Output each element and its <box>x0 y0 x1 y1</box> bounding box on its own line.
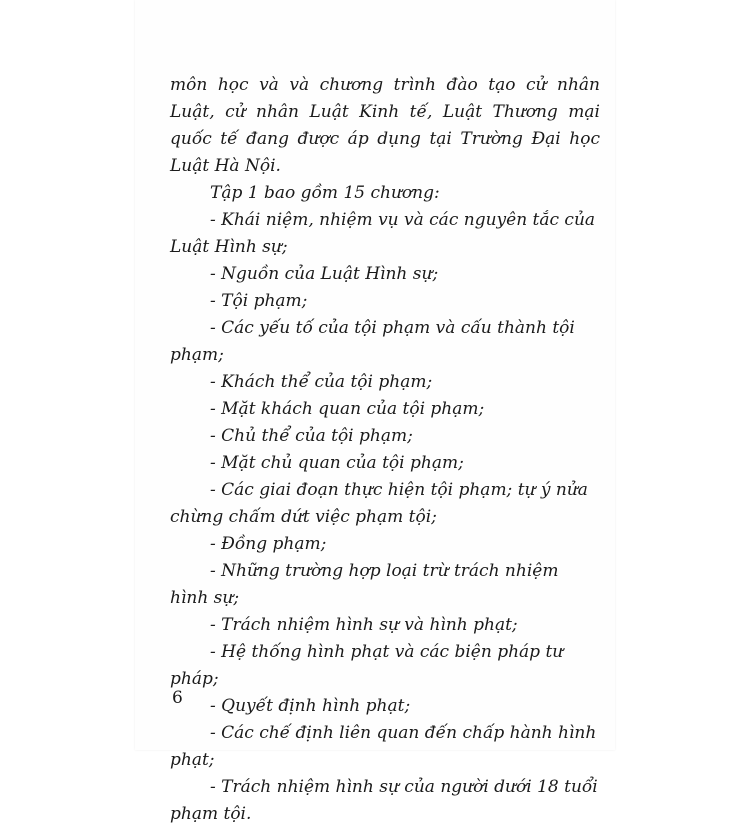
chapter-item: - Khách thể của tội phạm; <box>210 372 433 392</box>
page-number: 6 <box>172 688 183 708</box>
chapter-item: - Chủ thể của tội phạm; <box>210 426 413 446</box>
chapter-item: - Các yếu tố của tội phạm và cấu thành tội phạm; <box>170 318 575 365</box>
chapter-item: - Quyết định hình phạt; <box>210 696 411 716</box>
chapter-list <box>170 207 600 828</box>
chapter-item: - Đồng phạm; <box>210 534 327 554</box>
chapter-item: - Trách nhiệm hình sự và hình phạt; <box>210 615 518 635</box>
chapter-item: - Các giai đoạn thực hiện tội phạm; tự ý nửa chừng chấm dứt việc phạm tội; <box>170 480 588 527</box>
chapter-item: - Khái niệm, nhiệm vụ và các nguyên tắc của Luật Hình sự; <box>170 210 596 257</box>
chapter-item: - Những trường hợp loại trừ trách nhiệm hình sự; <box>170 561 559 608</box>
chapter-item: - Nguồn của Luật Hình sự; <box>210 264 439 284</box>
chapter-item: - Mặt khách quan của tội phạm; <box>210 399 485 419</box>
chapter-item: - Tội phạm; <box>210 291 308 311</box>
intro-paragraph: môn học và và chương trình đào tạo cử nhân Luật, cử nhân Luật Kinh tế, Luật Thương mại quốc tế đang được áp dụng tại Trường Đại học Luật Hà Nội. <box>170 75 600 176</box>
volume-intro: Tập 1 bao gồm 15 chương: <box>210 183 440 203</box>
chapter-item: - Trách nhiệm hình sự của người dưới 18 tuổi phạm tội. <box>170 777 598 824</box>
chapter-item: - Mặt chủ quan của tội phạm; <box>210 453 464 473</box>
chapter-item: - Các chế định liên quan đến chấp hành hình phạt; <box>170 723 597 770</box>
chapter-item: - Hệ thống hình phạt và các biện pháp tư pháp; <box>170 642 564 689</box>
page-body <box>170 72 600 828</box>
